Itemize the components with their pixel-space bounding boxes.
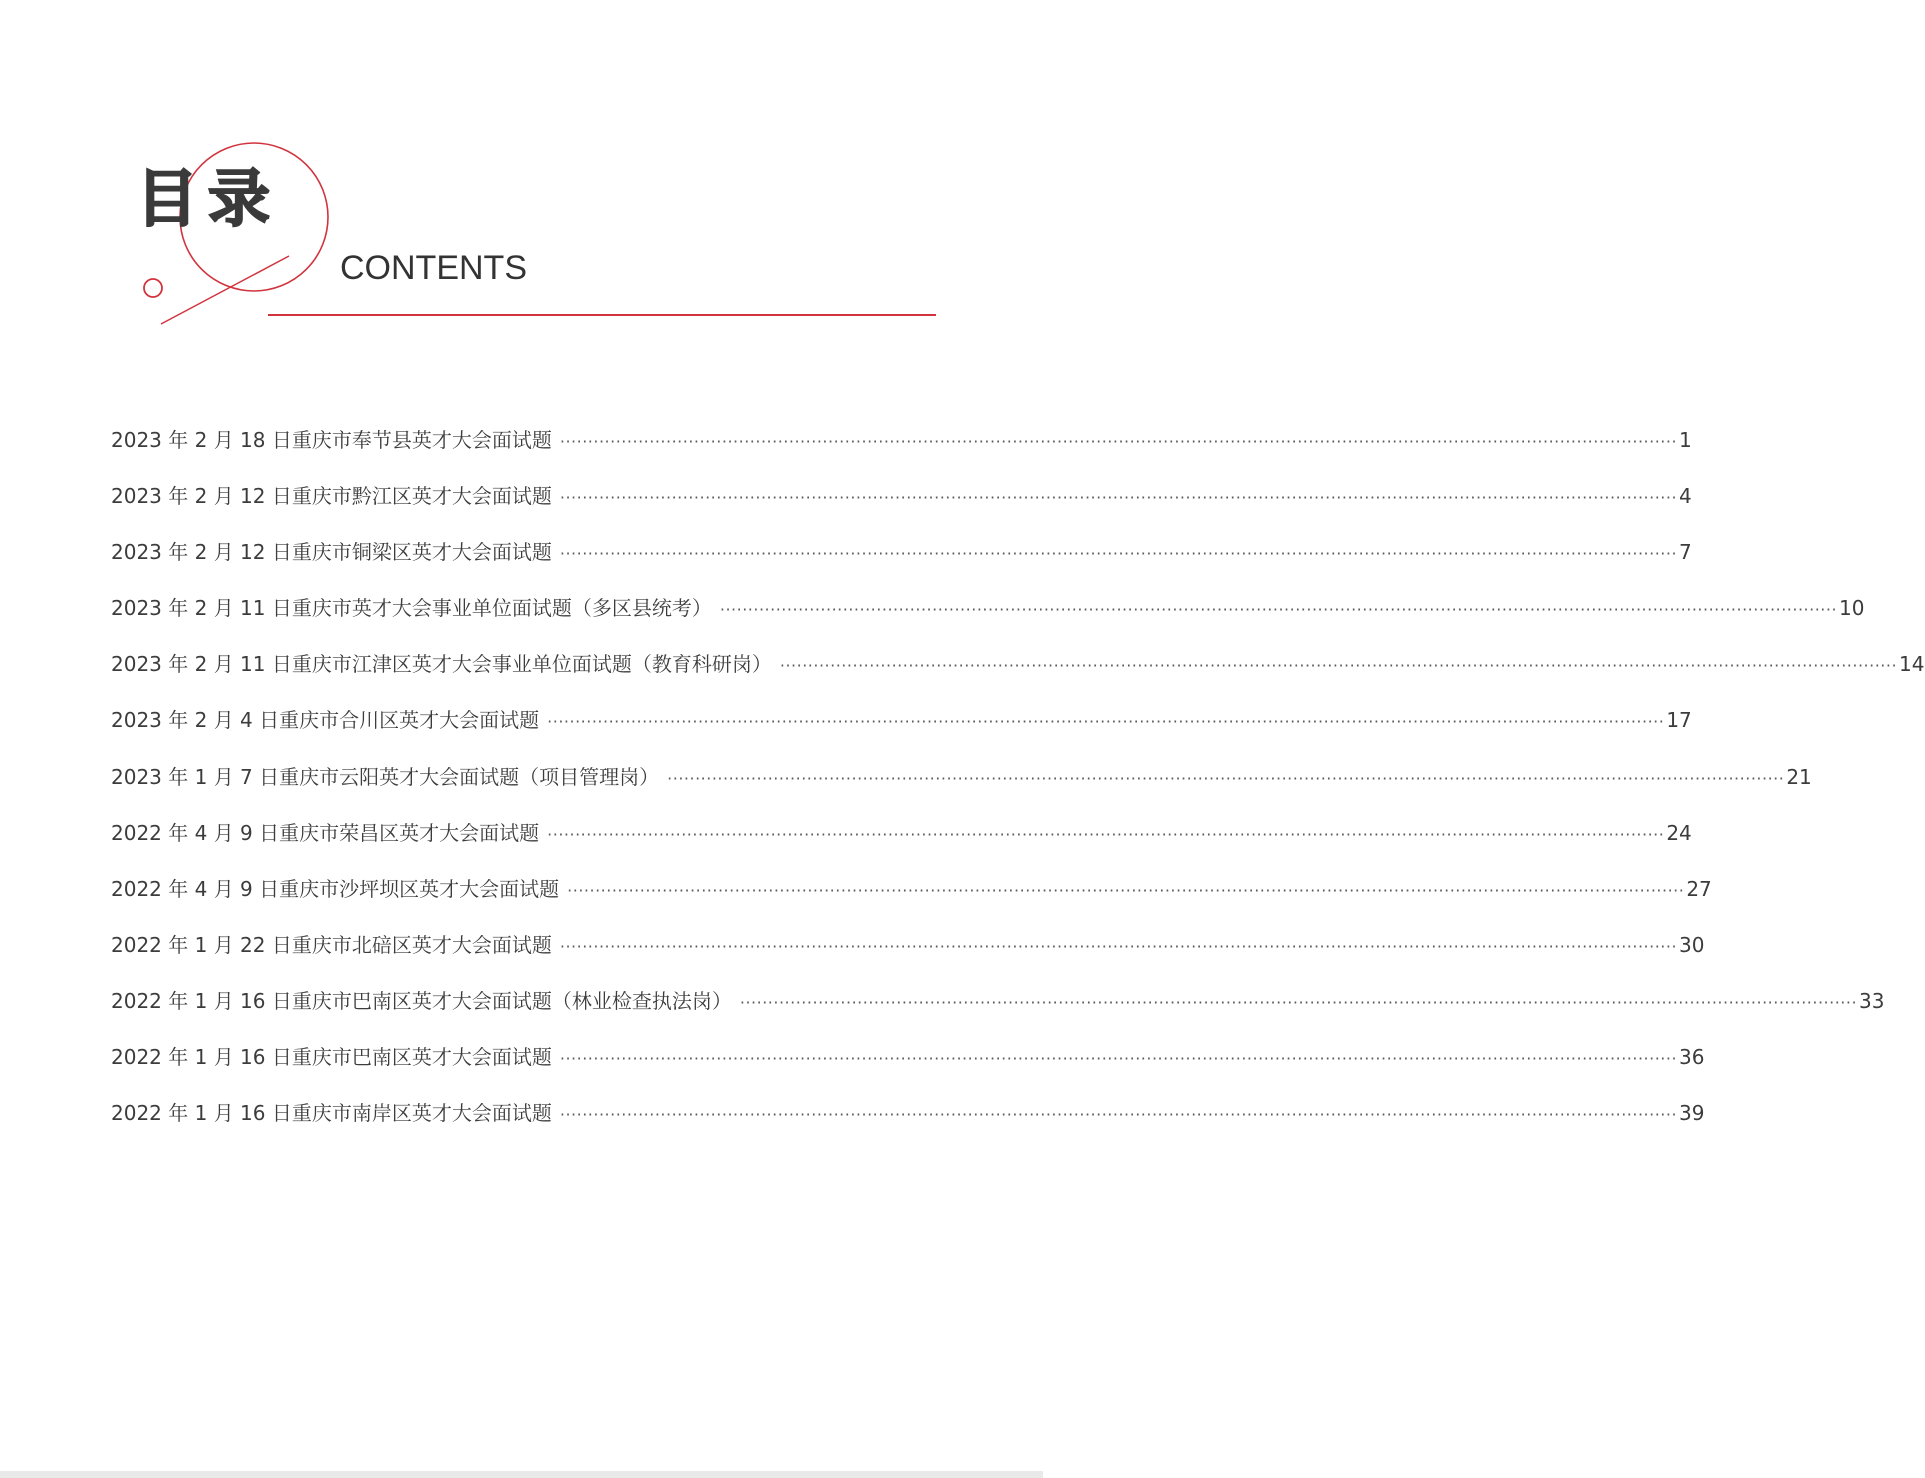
toc-entry[interactable] [111, 480, 1692, 536]
toc-entry[interactable] [111, 424, 1692, 480]
toc-dot-leader: ········································································································································································································ [547, 712, 1665, 732]
toc-entry-page-number: 39 [1679, 1101, 1705, 1126]
page-bottom-edge [0, 1471, 1043, 1478]
toc-entry[interactable] [111, 704, 1692, 760]
toc-dot-leader: ········································································································································································································ [547, 824, 1665, 844]
page-title: 目录 [136, 162, 281, 235]
toc-entry[interactable] [111, 929, 1705, 985]
toc-entry-title: 2023 年 2 月 12 日重庆市铜梁区英才大会面试题 [111, 540, 552, 565]
page-subtitle: CONTENTS [340, 249, 527, 287]
toc-entry-page-number: 4 [1679, 484, 1692, 509]
toc-entry-title: 2023 年 2 月 11 日重庆市江津区英才大会事业单位面试题（教育科研岗） [111, 652, 772, 677]
toc-dot-leader: ········································································································································································································ [739, 992, 1858, 1012]
toc-dot-leader: ········································································································································································································ [559, 1105, 1678, 1125]
toc-dot-leader: ········································································································································································································ [559, 432, 1678, 451]
toc-entry-page-number: 24 [1666, 820, 1692, 845]
toc-entry[interactable] [111, 873, 1712, 929]
toc-entry-title: 2022 年 1 月 16 日重庆市南岸区英才大会面试题 [111, 1101, 552, 1126]
toc-dot-leader: ········································································································································································································ [779, 656, 1898, 676]
toc-dot-leader: ········································································································································································································ [559, 488, 1678, 508]
toc-entry-title: 2022 年 1 月 16 日重庆市巴南区英才大会面试题 [111, 1045, 552, 1070]
toc-entry[interactable] [111, 648, 1925, 704]
toc-entry-title: 2023 年 2 月 4 日重庆市合川区英才大会面试题 [111, 708, 540, 733]
toc-entry-page-number: 27 [1686, 876, 1712, 901]
toc-dot-leader: ········································································································································································································ [567, 880, 1685, 900]
toc-dot-leader: ········································································································································································································ [559, 936, 1678, 956]
toc-entry[interactable] [111, 761, 1812, 817]
toc-entry-title: 2022 年 1 月 16 日重庆市巴南区英才大会面试题（林业检查执法岗） [111, 988, 732, 1013]
toc-dot-leader: ········································································································································································································ [719, 600, 1838, 620]
toc-entry-title: 2023 年 2 月 11 日重庆市英才大会事业单位面试题（多区县统考） [111, 596, 712, 621]
toc-entry[interactable] [111, 592, 1865, 648]
toc-entry-page-number: 7 [1679, 540, 1692, 565]
toc-entry-title: 2022 年 4 月 9 日重庆市荣昌区英才大会面试题 [111, 820, 540, 845]
table-of-contents [111, 424, 1925, 1153]
toc-entry[interactable] [111, 1097, 1705, 1153]
toc-entry-title: 2023 年 2 月 18 日重庆市奉节县英才大会面试题 [111, 428, 552, 452]
toc-entry-page-number: 36 [1679, 1045, 1705, 1070]
toc-entry-page-number: 33 [1859, 988, 1885, 1013]
toc-entry-page-number: 1 [1679, 428, 1692, 452]
toc-entry-page-number: 17 [1666, 708, 1692, 733]
toc-entry-title: 2023 年 2 月 12 日重庆市黔江区英才大会面试题 [111, 484, 552, 509]
toc-dot-leader: ········································································································································································································ [667, 768, 1785, 788]
toc-entry[interactable] [111, 536, 1692, 592]
decor-small-circle [144, 279, 162, 297]
toc-dot-leader: ········································································································································································································ [559, 1049, 1678, 1069]
toc-entry-page-number: 30 [1679, 932, 1705, 957]
toc-entry-title: 2023 年 1 月 7 日重庆市云阳英才大会面试题（项目管理岗） [111, 764, 660, 789]
toc-entry-page-number: 21 [1786, 764, 1812, 789]
toc-entry[interactable] [111, 1041, 1705, 1097]
toc-entry[interactable] [111, 817, 1692, 873]
toc-dot-leader: ········································································································································································································ [559, 544, 1678, 564]
toc-entry-title: 2022 年 4 月 9 日重庆市沙坪坝区英才大会面试题 [111, 876, 560, 901]
toc-entry[interactable] [111, 985, 1885, 1041]
toc-entry-title: 2022 年 1 月 22 日重庆市北碚区英才大会面试题 [111, 932, 552, 957]
toc-entry-page-number: 10 [1839, 596, 1865, 621]
toc-entry-page-number: 14 [1899, 652, 1925, 677]
